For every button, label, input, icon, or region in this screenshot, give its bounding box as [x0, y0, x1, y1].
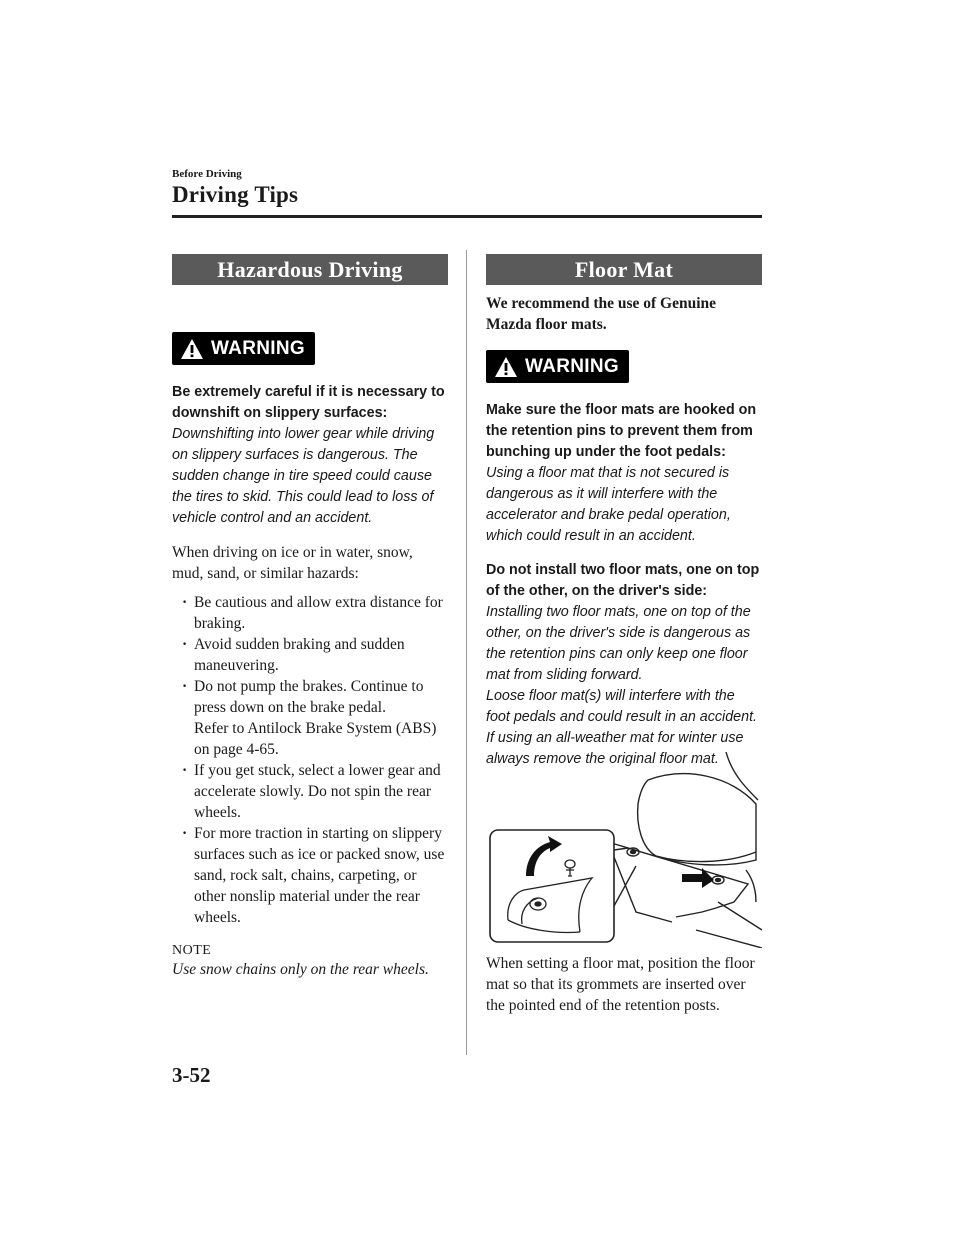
hazardous-driving-heading: Hazardous Driving — [172, 254, 448, 285]
warning-badge — [486, 350, 629, 383]
hazard-tips-list — [172, 592, 448, 928]
warning-block — [486, 350, 762, 383]
warning-badge — [172, 332, 315, 365]
floor-mat-illustration — [486, 752, 762, 948]
list-item: · For more traction in starting on slippery surfaces such as ice or packed snow, use sand, rock salt, chains, carpeting, or other nonslip material under the rear wheels. — [182, 823, 448, 928]
warning-body: Using a floor mat that is not secured is dangerous as it will interfere with the accelerator and brake pedal operation, which could result in an accident. — [486, 465, 731, 544]
page-title: Driving Tips — [172, 182, 299, 207]
abs-reference: Refer to Antilock Brake System (ABS) on page 4-65. — [194, 720, 437, 758]
warning-body: Installing two floor mats, one on top of the other, on the driver's side is dangerous as the retention pins can only keep one floor mat from sliding forward. — [486, 604, 751, 683]
header-rule — [172, 215, 762, 218]
list-item: · Avoid sudden braking and sudden maneuvering. — [182, 634, 448, 676]
warning-heading: Make sure the floor mats are hooked on the retention pins to prevent them from bunching up under the foot pedals: — [486, 402, 757, 460]
hazard-intro: When driving on ice or in water, snow, mud, sand, or similar hazards: — [172, 544, 413, 582]
list-item — [182, 676, 448, 760]
floor-mat-heading: Floor Mat — [486, 254, 762, 285]
warning-label: WARNING — [211, 337, 305, 359]
note-text: Use snow chains only on the rear wheels. — [172, 961, 429, 978]
warning-body: If using an all-weather mat for winter use always remove the original floor mat. — [486, 730, 744, 767]
warning-triangle-icon — [180, 338, 204, 360]
list-item: · Be cautious and allow extra distance for braking. — [182, 592, 448, 634]
warning-block — [172, 332, 448, 365]
warning-body: Loose floor mat(s) will interfere with the foot pedals and could result in an accident. — [486, 688, 758, 725]
warning-heading: Do not install two floor mats, one on top of the other, on the driver's side: — [486, 562, 760, 599]
warning-body: Downshifting into lower gear while driving on slippery surfaces is dangerous. The sudden change in tire speed could cause the tires to skid. This could lead to loss of vehicle control and an accident. — [172, 426, 435, 526]
column-divider — [466, 250, 467, 1055]
floor-mat-intro: We recommend the use of Genuine Mazda floor mats. — [486, 295, 717, 333]
list-item: · If you get stuck, select a lower gear and accelerate slowly. Do not spin the rear wheels. — [182, 760, 448, 823]
warning-label: WARNING — [525, 355, 619, 377]
warning-triangle-icon — [494, 356, 518, 378]
note-label: NOTE — [172, 943, 212, 958]
hazardous-driving-column — [172, 254, 448, 980]
floor-mat-caption: When setting a floor mat, position the floor mat so that its grommets are inserted over the pointed end of the retention posts. — [486, 955, 755, 1014]
warning-heading: Be extremely careful if it is necessary to downshift on slippery surfaces: — [172, 384, 445, 421]
section-label: Before Driving — [172, 168, 242, 180]
list-item-text: Do not pump the brakes. Continue to press down on the brake pedal. — [194, 678, 424, 716]
page-number: 3-52 — [172, 1063, 211, 1087]
floor-mat-column — [486, 254, 762, 770]
